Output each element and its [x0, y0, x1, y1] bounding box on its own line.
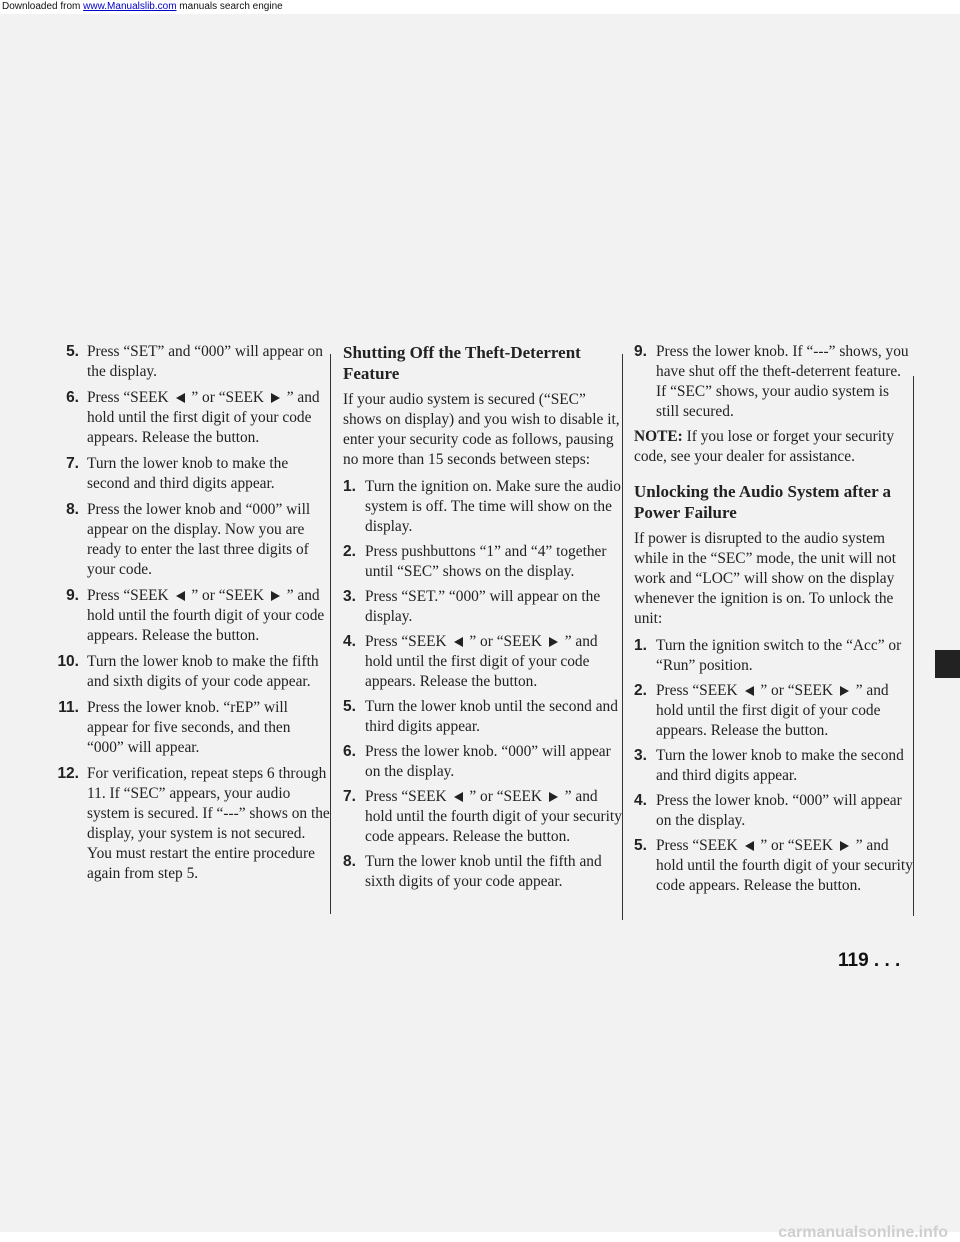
header-suffix: manuals search engine: [176, 1, 283, 12]
step-number: 7.: [66, 455, 79, 472]
seek-left-arrow-icon: [176, 591, 185, 601]
step-number: 8.: [66, 501, 79, 518]
seek-left-arrow-icon: [454, 637, 463, 647]
seek-right-arrow-icon: [271, 393, 280, 403]
step-number: 8.: [343, 853, 356, 870]
step-text: Press “SEEK ” or “SEEK ” and hold until the first digit of your code appears. Release the button.: [87, 389, 320, 446]
step-number: 5.: [343, 698, 356, 715]
col1-step-6: [47, 652, 330, 692]
column-rule-far-right: [913, 376, 914, 916]
col1-step-3: [47, 454, 330, 494]
step-text: Turn the lower knob to make the second and third digits appear.: [87, 455, 289, 492]
col2-step-list: [343, 477, 622, 892]
col3-step-2: [634, 681, 913, 741]
note-label: NOTE:: [634, 428, 683, 445]
step-number: 12.: [57, 765, 79, 782]
step-text: Press “SEEK ” or “SEEK ” and hold until the first digit of your code appears. Release the button.: [365, 633, 598, 690]
seek-left-arrow-icon: [745, 686, 754, 696]
step-text: Press “SEEK ” or “SEEK ” and hold until the first digit of your code appears. Release the button.: [656, 682, 889, 739]
col2-step-4: [343, 632, 622, 692]
step-text: Press the lower knob. “rEP” will appear for five seconds, and then “000” will appear.: [87, 699, 291, 756]
col2-step-8: [343, 852, 622, 892]
seek-right-arrow-icon: [840, 686, 849, 696]
page-number: 119 . . .: [838, 950, 901, 971]
col1-step-2: [47, 388, 330, 448]
watermark: carmanualsonline.info: [778, 1224, 948, 1241]
col3-step-5: [634, 836, 913, 896]
step-text: Turn the ignition on. Make sure the audio system is off. The time will show on the display.: [365, 478, 621, 535]
col3-step-4: [634, 791, 913, 831]
step-text: Press the lower knob. “000” will appear on the display.: [656, 792, 902, 829]
step-number: 3.: [343, 588, 356, 605]
col2-step-6: [343, 742, 622, 782]
shutting-off-heading: Shutting Off the Theft-Deterrent Feature: [343, 343, 581, 383]
col3-top-step-1: [634, 342, 913, 422]
note-text: If you lose or forget your security code, see your dealer for assistance.: [634, 428, 895, 465]
col2-step-7: [343, 787, 622, 847]
step-number: 1.: [343, 478, 356, 495]
step-number: 7.: [343, 788, 356, 805]
step-text: Press “SEEK ” or “SEEK ” and hold until the fourth digit of your code appears. Release the button.: [87, 587, 325, 644]
seek-right-arrow-icon: [549, 637, 558, 647]
step-number: 1.: [634, 637, 647, 654]
step-text: Turn the ignition switch to the “Acc” or “Run” position.: [656, 637, 902, 674]
col3-step-list: [634, 636, 913, 896]
step-number: 2.: [634, 682, 647, 699]
col1-step-1: [47, 342, 330, 382]
col1-step-7: [47, 698, 330, 758]
header-prefix: Downloaded from: [2, 1, 84, 12]
step-number: 3.: [634, 747, 647, 764]
col2-step-2: [343, 542, 622, 582]
step-number: 9.: [66, 587, 79, 604]
col3-step-1: [634, 636, 913, 676]
step-number: 10.: [57, 653, 79, 670]
step-text: Press “SEEK ” or “SEEK ” and hold until the fourth digit of your security code appears. Release the button.: [365, 788, 622, 845]
step-number: 5.: [66, 343, 79, 360]
seek-left-arrow-icon: [454, 792, 463, 802]
step-text: Turn the lower knob until the fifth and sixth digits of your code appear.: [365, 853, 602, 890]
note-paragraph: [634, 427, 913, 467]
step-number: 4.: [634, 792, 647, 809]
col1-step-8: [47, 764, 330, 884]
col1-step-5: [47, 586, 330, 646]
unlocking-intro: If power is disrupted to the audio system while in the “SEC” mode, the unit will not work and “LOC” will show on the display whenever the ignition is on. To unlock the unit:: [634, 530, 897, 627]
unlocking-heading: Unlocking the Audio System after a Power Failure: [634, 482, 892, 522]
section-thumb-tab: [935, 650, 960, 678]
seek-right-arrow-icon: [271, 591, 280, 601]
shutting-off-intro: If your audio system is secured (“SEC” shows on display) and you wish to disable it, enter your security code as follows, pausing no more than 15 seconds between steps:: [343, 391, 620, 468]
step-text: Turn the lower knob to make the fifth and sixth digits of your code appear.: [87, 653, 319, 690]
step-number: 2.: [343, 543, 356, 560]
seek-left-arrow-icon: [176, 393, 185, 403]
step-text: Press the lower knob. “000” will appear on the display.: [365, 743, 611, 780]
col1-step-4: [47, 500, 330, 580]
seek-right-arrow-icon: [840, 841, 849, 851]
column-1: [47, 342, 330, 890]
step-text: Turn the lower knob to make the second and third digits appear.: [656, 747, 904, 784]
col2-step-5: [343, 697, 622, 737]
step-text: Turn the lower knob until the second and third digits appear.: [365, 698, 618, 735]
step-text: Press “SET” and “000” will appear on the display.: [87, 343, 323, 380]
step-number: 9.: [634, 343, 647, 360]
download-source-header: [0, 0, 960, 14]
step-text: Press the lower knob and “000” will appear on the display. Now you are ready to enter the last three digits of your code.: [87, 501, 311, 578]
seek-right-arrow-icon: [549, 792, 558, 802]
column-3: [622, 342, 913, 901]
step-text: For verification, repeat steps 6 through 11. If “SEC” appears, your audio system is secured. If “---” shows on the display, your system is not secured. You must restart the entire procedure again from step 5.: [87, 765, 330, 882]
step-text: Press “SEEK ” or “SEEK ” and hold until the fourth digit of your security code appears. Release the button.: [656, 837, 913, 894]
seek-left-arrow-icon: [745, 841, 754, 851]
step-text: Press pushbuttons “1” and “4” together until “SEC” shows on the display.: [365, 543, 607, 580]
step-number: 4.: [343, 633, 356, 650]
col1-step-list: [47, 342, 330, 884]
col2-step-1: [343, 477, 622, 537]
step-number: 6.: [343, 743, 356, 760]
column-2: [330, 342, 622, 897]
manualslib-link[interactable]: www.Manualslib.com: [83, 1, 177, 12]
col3-step-3: [634, 746, 913, 786]
step-text: Press “SET.” “000” will appear on the display.: [365, 588, 601, 625]
step-number: 11.: [58, 699, 79, 716]
step-number: 5.: [634, 837, 647, 854]
col3-step-list-top: [634, 342, 913, 422]
step-number: 6.: [66, 389, 79, 406]
step-text: Press the lower knob. If “---” shows, you have shut off the theft-deterrent feature. If “SEC” shows, your audio system is still secured.: [656, 343, 909, 420]
col2-step-3: [343, 587, 622, 627]
